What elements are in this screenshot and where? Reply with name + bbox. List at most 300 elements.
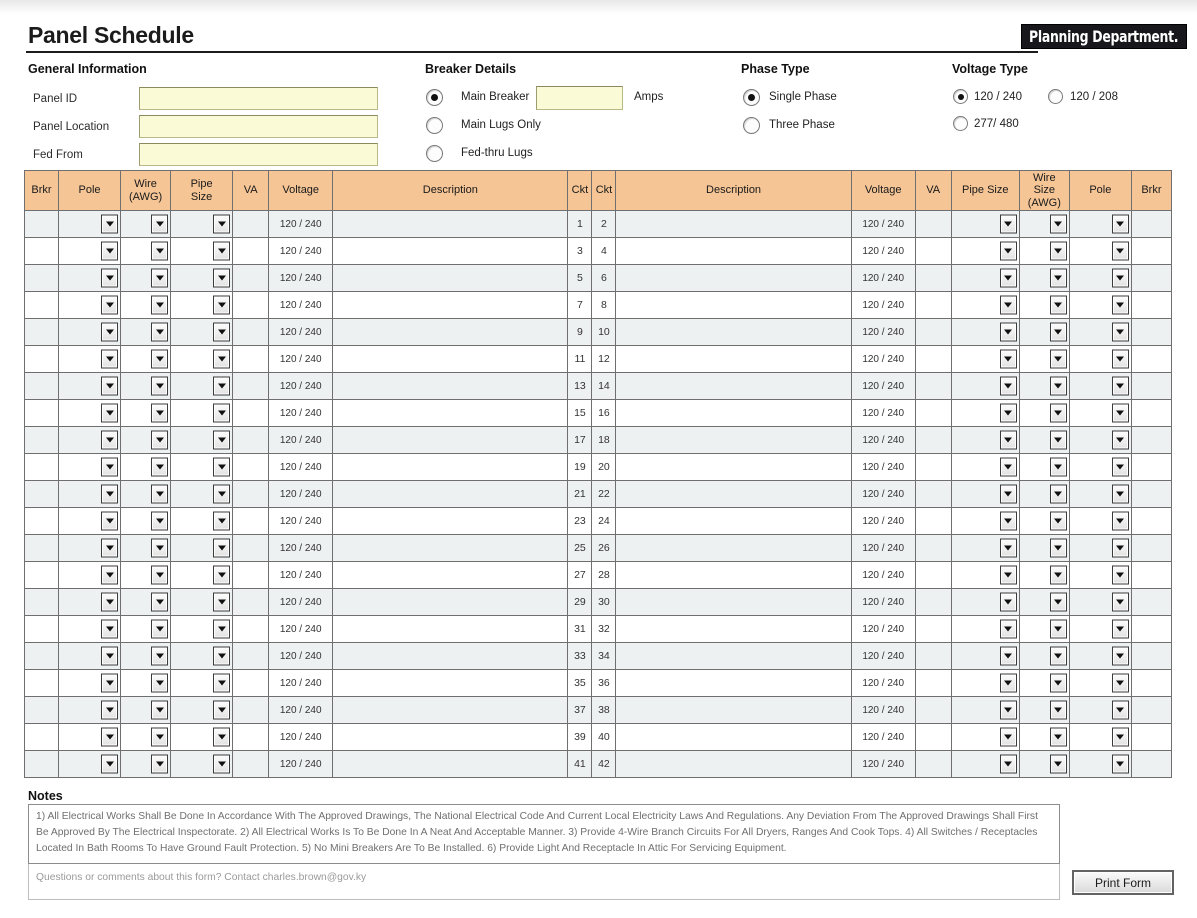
chevron-down-icon[interactable] [1000,323,1017,342]
chevron-down-icon[interactable] [1050,404,1067,423]
cell-va-left-39[interactable] [233,724,269,751]
fed-from-input[interactable] [139,143,378,166]
cell-va-left-3[interactable] [233,238,269,265]
cell-wire-awg-left-37[interactable] [121,697,171,724]
cell-pipe-size-right-14[interactable] [951,373,1019,400]
cell-pipe-size-left-9[interactable] [171,319,233,346]
cell-wire-size-right-34[interactable] [1019,643,1069,670]
cell-pipe-size-right-20[interactable] [951,454,1019,481]
cell-brkr-right-30[interactable] [1131,589,1171,616]
chevron-down-icon[interactable] [101,512,118,531]
cell-pole-left-21[interactable] [59,481,121,508]
cell-description-left-31[interactable] [333,616,568,643]
cell-description-right-28[interactable] [616,562,851,589]
chevron-down-icon[interactable] [213,755,230,774]
cell-pole-right-24[interactable] [1069,508,1131,535]
cell-va-right-34[interactable] [915,643,951,670]
cell-wire-awg-left-31[interactable] [121,616,171,643]
cell-pole-left-27[interactable] [59,562,121,589]
cell-wire-size-right-36[interactable] [1019,670,1069,697]
cell-pipe-size-right-36[interactable] [951,670,1019,697]
cell-pole-left-37[interactable] [59,697,121,724]
cell-description-right-42[interactable] [616,751,851,778]
chevron-down-icon[interactable] [101,458,118,477]
chevron-down-icon[interactable] [1000,647,1017,666]
cell-va-left-15[interactable] [233,400,269,427]
cell-va-right-8[interactable] [915,292,951,319]
chevron-down-icon[interactable] [101,620,118,639]
cell-va-right-30[interactable] [915,589,951,616]
chevron-down-icon[interactable] [213,377,230,396]
cell-pipe-size-right-18[interactable] [951,427,1019,454]
cell-brkr-right-32[interactable] [1131,616,1171,643]
chevron-down-icon[interactable] [1000,215,1017,234]
chevron-down-icon[interactable] [151,269,168,288]
chevron-down-icon[interactable] [1112,755,1129,774]
radio-main-breaker[interactable] [426,89,443,106]
cell-wire-awg-left-11[interactable] [121,346,171,373]
cell-description-right-30[interactable] [616,589,851,616]
cell-pipe-size-right-6[interactable] [951,265,1019,292]
cell-brkr-right-36[interactable] [1131,670,1171,697]
cell-description-left-3[interactable] [333,238,568,265]
chevron-down-icon[interactable] [1112,593,1129,612]
chevron-down-icon[interactable] [101,728,118,747]
cell-pole-left-7[interactable] [59,292,121,319]
chevron-down-icon[interactable] [151,755,168,774]
chevron-down-icon[interactable] [101,404,118,423]
chevron-down-icon[interactable] [151,404,168,423]
cell-description-right-36[interactable] [616,670,851,697]
chevron-down-icon[interactable] [1050,755,1067,774]
cell-pole-left-39[interactable] [59,724,121,751]
cell-pole-left-33[interactable] [59,643,121,670]
chevron-down-icon[interactable] [151,458,168,477]
chevron-down-icon[interactable] [1050,431,1067,450]
cell-va-right-18[interactable] [915,427,951,454]
cell-pole-left-35[interactable] [59,670,121,697]
cell-brkr-right-8[interactable] [1131,292,1171,319]
chevron-down-icon[interactable] [101,674,118,693]
cell-va-right-42[interactable] [915,751,951,778]
cell-pipe-size-right-30[interactable] [951,589,1019,616]
cell-description-left-11[interactable] [333,346,568,373]
cell-pipe-size-right-12[interactable] [951,346,1019,373]
cell-description-right-38[interactable] [616,697,851,724]
cell-pipe-size-right-40[interactable] [951,724,1019,751]
cell-va-right-10[interactable] [915,319,951,346]
chevron-down-icon[interactable] [213,458,230,477]
cell-description-left-9[interactable] [333,319,568,346]
chevron-down-icon[interactable] [1000,539,1017,558]
cell-brkr-right-4[interactable] [1131,238,1171,265]
cell-pole-right-4[interactable] [1069,238,1131,265]
cell-wire-size-right-16[interactable] [1019,400,1069,427]
cell-brkr-left-23[interactable] [25,508,59,535]
cell-pipe-size-right-28[interactable] [951,562,1019,589]
cell-wire-size-right-8[interactable] [1019,292,1069,319]
chevron-down-icon[interactable] [1000,404,1017,423]
chevron-down-icon[interactable] [151,674,168,693]
radio-voltage-120-208[interactable] [1048,89,1063,104]
cell-va-left-9[interactable] [233,319,269,346]
cell-va-right-38[interactable] [915,697,951,724]
cell-brkr-left-5[interactable] [25,265,59,292]
cell-wire-awg-left-5[interactable] [121,265,171,292]
cell-wire-awg-left-17[interactable] [121,427,171,454]
cell-description-left-29[interactable] [333,589,568,616]
cell-wire-awg-left-7[interactable] [121,292,171,319]
chevron-down-icon[interactable] [213,350,230,369]
chevron-down-icon[interactable] [1000,269,1017,288]
chevron-down-icon[interactable] [151,431,168,450]
chevron-down-icon[interactable] [101,431,118,450]
cell-description-left-25[interactable] [333,535,568,562]
cell-wire-size-right-10[interactable] [1019,319,1069,346]
cell-pipe-size-left-41[interactable] [171,751,233,778]
cell-wire-awg-left-35[interactable] [121,670,171,697]
chevron-down-icon[interactable] [1050,620,1067,639]
chevron-down-icon[interactable] [1050,539,1067,558]
cell-brkr-left-17[interactable] [25,427,59,454]
chevron-down-icon[interactable] [101,269,118,288]
chevron-down-icon[interactable] [151,566,168,585]
cell-pipe-size-right-32[interactable] [951,616,1019,643]
cell-va-right-6[interactable] [915,265,951,292]
chevron-down-icon[interactable] [1112,701,1129,720]
chevron-down-icon[interactable] [101,323,118,342]
cell-description-right-22[interactable] [616,481,851,508]
cell-pole-left-15[interactable] [59,400,121,427]
cell-pole-right-42[interactable] [1069,751,1131,778]
cell-wire-awg-left-29[interactable] [121,589,171,616]
cell-description-left-17[interactable] [333,427,568,454]
cell-va-left-19[interactable] [233,454,269,481]
cell-brkr-right-18[interactable] [1131,427,1171,454]
chevron-down-icon[interactable] [151,647,168,666]
cell-brkr-left-33[interactable] [25,643,59,670]
chevron-down-icon[interactable] [1050,377,1067,396]
cell-pole-right-34[interactable] [1069,643,1131,670]
chevron-down-icon[interactable] [1000,296,1017,315]
cell-wire-awg-left-3[interactable] [121,238,171,265]
chevron-down-icon[interactable] [1050,215,1067,234]
chevron-down-icon[interactable] [1050,674,1067,693]
cell-wire-awg-left-33[interactable] [121,643,171,670]
cell-brkr-right-12[interactable] [1131,346,1171,373]
cell-brkr-right-38[interactable] [1131,697,1171,724]
cell-wire-size-right-2[interactable] [1019,211,1069,238]
cell-wire-size-right-24[interactable] [1019,508,1069,535]
cell-pole-left-5[interactable] [59,265,121,292]
amps-input[interactable] [536,86,623,110]
cell-description-left-33[interactable] [333,643,568,670]
cell-description-left-21[interactable] [333,481,568,508]
chevron-down-icon[interactable] [1112,512,1129,531]
chevron-down-icon[interactable] [1112,620,1129,639]
contact-info[interactable]: Questions or comments about this form? Contact charles.brown@gov.ky [28,864,1060,900]
cell-wire-awg-left-13[interactable] [121,373,171,400]
cell-brkr-right-40[interactable] [1131,724,1171,751]
cell-brkr-left-27[interactable] [25,562,59,589]
cell-va-left-13[interactable] [233,373,269,400]
cell-brkr-left-31[interactable] [25,616,59,643]
cell-va-left-25[interactable] [233,535,269,562]
cell-va-left-5[interactable] [233,265,269,292]
cell-description-right-12[interactable] [616,346,851,373]
chevron-down-icon[interactable] [1000,350,1017,369]
cell-va-right-24[interactable] [915,508,951,535]
cell-brkr-right-28[interactable] [1131,562,1171,589]
chevron-down-icon[interactable] [151,485,168,504]
chevron-down-icon[interactable] [101,242,118,261]
chevron-down-icon[interactable] [101,485,118,504]
cell-va-left-27[interactable] [233,562,269,589]
cell-pipe-size-left-35[interactable] [171,670,233,697]
cell-va-left-33[interactable] [233,643,269,670]
cell-description-right-6[interactable] [616,265,851,292]
cell-brkr-left-21[interactable] [25,481,59,508]
chevron-down-icon[interactable] [1112,458,1129,477]
cell-pipe-size-left-15[interactable] [171,400,233,427]
cell-va-left-17[interactable] [233,427,269,454]
chevron-down-icon[interactable] [1112,269,1129,288]
chevron-down-icon[interactable] [151,350,168,369]
cell-pole-left-41[interactable] [59,751,121,778]
chevron-down-icon[interactable] [1112,350,1129,369]
chevron-down-icon[interactable] [1000,242,1017,261]
cell-pole-right-14[interactable] [1069,373,1131,400]
chevron-down-icon[interactable] [1112,242,1129,261]
chevron-down-icon[interactable] [213,323,230,342]
cell-brkr-right-14[interactable] [1131,373,1171,400]
cell-pipe-size-left-13[interactable] [171,373,233,400]
cell-pole-right-12[interactable] [1069,346,1131,373]
chevron-down-icon[interactable] [1000,485,1017,504]
cell-wire-size-right-20[interactable] [1019,454,1069,481]
cell-va-left-23[interactable] [233,508,269,535]
chevron-down-icon[interactable] [101,593,118,612]
cell-wire-awg-left-19[interactable] [121,454,171,481]
chevron-down-icon[interactable] [1050,512,1067,531]
chevron-down-icon[interactable] [213,296,230,315]
radio-fed-thru-lugs[interactable] [426,145,443,162]
cell-description-right-4[interactable] [616,238,851,265]
cell-va-left-35[interactable] [233,670,269,697]
chevron-down-icon[interactable] [213,728,230,747]
chevron-down-icon[interactable] [1000,593,1017,612]
cell-brkr-left-35[interactable] [25,670,59,697]
cell-va-right-32[interactable] [915,616,951,643]
cell-brkr-left-7[interactable] [25,292,59,319]
radio-voltage-277-480[interactable] [953,116,968,131]
cell-pole-right-28[interactable] [1069,562,1131,589]
cell-va-right-4[interactable] [915,238,951,265]
cell-description-right-10[interactable] [616,319,851,346]
cell-pipe-size-left-3[interactable] [171,238,233,265]
cell-description-left-37[interactable] [333,697,568,724]
cell-pipe-size-right-8[interactable] [951,292,1019,319]
radio-main-lugs-only[interactable] [426,117,443,134]
cell-wire-awg-left-27[interactable] [121,562,171,589]
chevron-down-icon[interactable] [1112,431,1129,450]
cell-brkr-right-24[interactable] [1131,508,1171,535]
cell-brkr-left-25[interactable] [25,535,59,562]
cell-pipe-size-left-33[interactable] [171,643,233,670]
chevron-down-icon[interactable] [1050,350,1067,369]
cell-pipe-size-right-38[interactable] [951,697,1019,724]
cell-wire-awg-left-25[interactable] [121,535,171,562]
cell-pole-left-9[interactable] [59,319,121,346]
chevron-down-icon[interactable] [1112,323,1129,342]
cell-pipe-size-left-39[interactable] [171,724,233,751]
chevron-down-icon[interactable] [1050,269,1067,288]
chevron-down-icon[interactable] [1000,755,1017,774]
chevron-down-icon[interactable] [1050,296,1067,315]
chevron-down-icon[interactable] [213,566,230,585]
chevron-down-icon[interactable] [213,620,230,639]
chevron-down-icon[interactable] [101,350,118,369]
chevron-down-icon[interactable] [151,620,168,639]
chevron-down-icon[interactable] [101,566,118,585]
chevron-down-icon[interactable] [1112,647,1129,666]
cell-pipe-size-left-23[interactable] [171,508,233,535]
cell-va-left-21[interactable] [233,481,269,508]
cell-pipe-size-left-11[interactable] [171,346,233,373]
cell-pipe-size-left-37[interactable] [171,697,233,724]
cell-wire-size-right-12[interactable] [1019,346,1069,373]
chevron-down-icon[interactable] [101,296,118,315]
cell-wire-size-right-22[interactable] [1019,481,1069,508]
radio-voltage-120-240[interactable] [953,89,968,104]
cell-description-left-15[interactable] [333,400,568,427]
chevron-down-icon[interactable] [1000,701,1017,720]
cell-brkr-right-34[interactable] [1131,643,1171,670]
cell-va-left-41[interactable] [233,751,269,778]
cell-pipe-size-right-16[interactable] [951,400,1019,427]
cell-brkr-left-29[interactable] [25,589,59,616]
panel-id-input[interactable] [139,87,378,110]
cell-wire-size-right-18[interactable] [1019,427,1069,454]
cell-brkr-right-20[interactable] [1131,454,1171,481]
cell-description-right-26[interactable] [616,535,851,562]
chevron-down-icon[interactable] [101,755,118,774]
cell-va-right-36[interactable] [915,670,951,697]
chevron-down-icon[interactable] [1000,377,1017,396]
cell-wire-size-right-26[interactable] [1019,535,1069,562]
cell-description-right-32[interactable] [616,616,851,643]
chevron-down-icon[interactable] [1000,431,1017,450]
cell-description-left-7[interactable] [333,292,568,319]
chevron-down-icon[interactable] [151,728,168,747]
cell-pole-left-31[interactable] [59,616,121,643]
cell-description-right-18[interactable] [616,427,851,454]
cell-description-right-20[interactable] [616,454,851,481]
chevron-down-icon[interactable] [151,377,168,396]
cell-wire-awg-left-1[interactable] [121,211,171,238]
cell-pipe-size-right-4[interactable] [951,238,1019,265]
cell-va-left-29[interactable] [233,589,269,616]
cell-brkr-left-3[interactable] [25,238,59,265]
cell-wire-size-right-42[interactable] [1019,751,1069,778]
cell-brkr-left-37[interactable] [25,697,59,724]
chevron-down-icon[interactable] [1050,647,1067,666]
cell-description-left-39[interactable] [333,724,568,751]
cell-va-right-40[interactable] [915,724,951,751]
cell-va-left-7[interactable] [233,292,269,319]
chevron-down-icon[interactable] [213,593,230,612]
cell-description-right-24[interactable] [616,508,851,535]
chevron-down-icon[interactable] [151,215,168,234]
chevron-down-icon[interactable] [1000,458,1017,477]
chevron-down-icon[interactable] [1112,215,1129,234]
chevron-down-icon[interactable] [213,512,230,531]
cell-brkr-right-2[interactable] [1131,211,1171,238]
cell-pole-left-25[interactable] [59,535,121,562]
cell-pipe-size-left-19[interactable] [171,454,233,481]
cell-va-right-2[interactable] [915,211,951,238]
chevron-down-icon[interactable] [1050,728,1067,747]
cell-description-left-19[interactable] [333,454,568,481]
cell-brkr-right-6[interactable] [1131,265,1171,292]
cell-description-right-40[interactable] [616,724,851,751]
cell-wire-awg-left-21[interactable] [121,481,171,508]
chevron-down-icon[interactable] [1000,674,1017,693]
cell-pipe-size-left-27[interactable] [171,562,233,589]
radio-single-phase[interactable] [743,89,760,106]
chevron-down-icon[interactable] [101,647,118,666]
chevron-down-icon[interactable] [1112,404,1129,423]
chevron-down-icon[interactable] [151,539,168,558]
chevron-down-icon[interactable] [1050,485,1067,504]
cell-wire-awg-left-23[interactable] [121,508,171,535]
chevron-down-icon[interactable] [213,431,230,450]
cell-pipe-size-left-17[interactable] [171,427,233,454]
cell-pipe-size-right-22[interactable] [951,481,1019,508]
cell-pole-right-20[interactable] [1069,454,1131,481]
print-form-button[interactable]: Print Form [1072,870,1174,895]
chevron-down-icon[interactable] [213,269,230,288]
cell-pole-right-16[interactable] [1069,400,1131,427]
chevron-down-icon[interactable] [213,647,230,666]
notes-textarea[interactable]: 1) All Electrical Works Shall Be Done In Accordance With The Approved Drawings, The National Electrical Code And Current Local Electricity Laws And Regulations. Any Deviation From The Approved Drawings Shall First Be Approved By The Electrical Inspectorate. 2) All Electrical Works Is To Be Done In A Neat And Acceptable Manner. 3) Provide 4-Wire Branch Circuits For All Dryers, Ranges And Cook Tops. 4) All Switches / Receptacles Located In Bath Rooms To Have Ground Fault Protection. 5) No Mini Breakers Are To Be Installed. 6) Provide Light And Receptacle In Attic For Servicing Equipment. [28,804,1060,864]
cell-brkr-left-11[interactable] [25,346,59,373]
chevron-down-icon[interactable] [101,539,118,558]
cell-brkr-right-16[interactable] [1131,400,1171,427]
cell-pole-right-2[interactable] [1069,211,1131,238]
chevron-down-icon[interactable] [101,701,118,720]
cell-description-left-23[interactable] [333,508,568,535]
cell-pole-right-6[interactable] [1069,265,1131,292]
chevron-down-icon[interactable] [1112,539,1129,558]
chevron-down-icon[interactable] [1112,674,1129,693]
cell-wire-size-right-40[interactable] [1019,724,1069,751]
cell-description-left-1[interactable] [333,211,568,238]
cell-description-right-16[interactable] [616,400,851,427]
chevron-down-icon[interactable] [1050,593,1067,612]
cell-pole-right-38[interactable] [1069,697,1131,724]
cell-pole-left-13[interactable] [59,373,121,400]
cell-pipe-size-left-5[interactable] [171,265,233,292]
cell-pipe-size-left-25[interactable] [171,535,233,562]
cell-wire-awg-left-9[interactable] [121,319,171,346]
cell-description-right-14[interactable] [616,373,851,400]
chevron-down-icon[interactable] [1112,485,1129,504]
cell-va-right-20[interactable] [915,454,951,481]
chevron-down-icon[interactable] [151,296,168,315]
cell-brkr-left-39[interactable] [25,724,59,751]
chevron-down-icon[interactable] [151,701,168,720]
